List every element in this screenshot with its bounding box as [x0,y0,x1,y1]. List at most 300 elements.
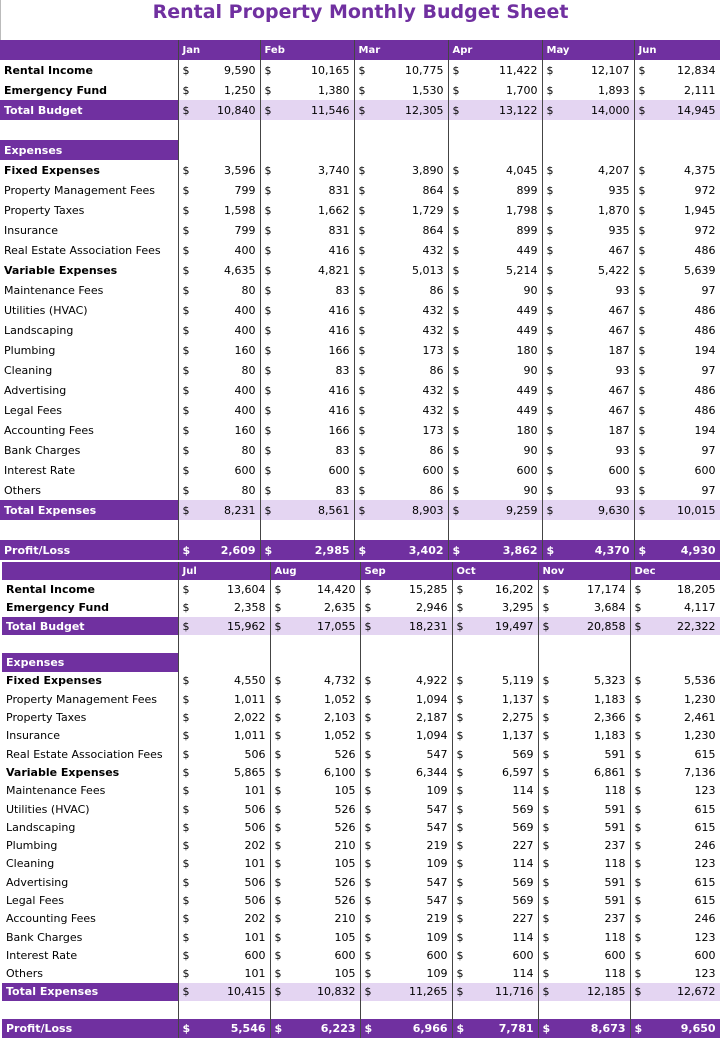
currency-symbol: $ [634,300,658,320]
amount-cell: 1,094 [416,729,448,743]
amount-cell: 600 [328,463,350,477]
amount-cell: 5,865 [234,765,266,779]
amount-cell: 14,945 [658,100,720,120]
currency-symbol: $ [542,480,566,500]
currency-symbol: $ [538,818,562,836]
row-label: Property Management Fees [4,183,155,197]
amount-cell: 4,930 [658,540,720,560]
amount-cell: 4,922 [416,674,448,688]
amount-cell: 799 [234,223,256,237]
currency-symbol: $ [630,672,654,690]
table-row [2,763,720,781]
amount-cell: 2,946 [416,601,448,615]
currency-symbol: $ [452,818,476,836]
table-row [2,782,720,800]
amount-cell: 123 [654,782,720,800]
month-header-sep: Sep [360,562,452,580]
table-row [0,440,720,460]
month-header-row [0,40,720,60]
currency-symbol: $ [270,836,294,854]
amount-cell: 416 [328,243,350,257]
currency-symbol: $ [178,380,202,400]
currency-symbol: $ [178,763,202,781]
table-row [2,745,720,763]
currency-symbol: $ [270,818,294,836]
currency-symbol: $ [538,965,562,983]
currency-symbol: $ [448,400,472,420]
row-label: Maintenance Fees [4,283,104,297]
amount-cell [202,635,270,653]
currency-symbol: $ [448,420,472,440]
amount-cell: 486 [658,240,720,260]
amount-cell: 486 [658,300,720,320]
table-row [0,260,720,280]
currency-symbol: $ [630,910,654,928]
currency-symbol [452,635,476,653]
currency-symbol: $ [538,782,562,800]
amount-cell: 600 [426,948,448,962]
row-label: Advertising [4,383,67,397]
amount-cell: 3,684 [594,601,626,615]
amount-cell [384,635,452,653]
amount-cell: 615 [654,891,720,909]
table-row [0,280,720,300]
currency-symbol: $ [178,580,202,598]
amount-cell: 105 [334,784,356,798]
currency-symbol: $ [452,745,476,763]
amount-cell: 547 [426,875,448,889]
currency-symbol: $ [452,1019,476,1037]
amount-cell: 416 [328,323,350,337]
amount-cell: 400 [234,243,256,257]
amount-cell [658,120,720,140]
currency-symbol: $ [452,782,476,800]
amount-cell: 899 [516,223,538,237]
currency-symbol [542,140,566,160]
table-row [2,965,720,983]
amount-cell: 547 [426,747,448,761]
amount-cell: 1,052 [324,692,356,706]
amount-cell: 3,740 [318,163,350,177]
currency-symbol: $ [178,100,202,120]
amount-cell: 526 [334,747,356,761]
amount-cell [654,653,720,671]
currency-symbol: $ [260,260,284,280]
amount-cell: 4,370 [566,540,634,560]
amount-cell: 123 [654,928,720,946]
currency-symbol [178,520,202,540]
currency-symbol: $ [448,240,472,260]
amount-cell: 486 [658,320,720,340]
currency-symbol: $ [452,928,476,946]
amount-cell [294,1001,360,1019]
amount-cell: 101 [244,857,266,871]
currency-symbol [270,653,294,671]
amount-cell: 591 [604,747,626,761]
currency-symbol [630,1001,654,1019]
amount-cell: 16,202 [495,582,534,596]
currency-symbol: $ [630,800,654,818]
amount-cell: 5,546 [202,1019,270,1037]
table-row [2,653,720,671]
amount-cell: 467 [608,403,630,417]
amount-cell: 11,546 [284,100,354,120]
currency-symbol: $ [538,891,562,909]
currency-symbol: $ [448,500,472,520]
amount-cell: 180 [516,343,538,357]
currency-symbol [630,635,654,653]
amount-cell: 3,402 [378,540,448,560]
currency-symbol: $ [630,928,654,946]
amount-cell: 526 [334,820,356,834]
currency-symbol: $ [452,727,476,745]
amount-cell [654,635,720,653]
amount-cell: 4,732 [324,674,356,688]
amount-cell [658,140,720,160]
row-label: Profit/Loss [0,540,178,560]
currency-symbol: $ [178,617,202,635]
amount-cell: 600 [244,948,266,962]
amount-cell [378,520,448,540]
amount-cell: 109 [426,967,448,981]
currency-symbol: $ [538,617,562,635]
amount-cell: 187 [608,423,630,437]
amount-cell: 80 [241,443,256,457]
table-row [0,340,720,360]
currency-symbol [178,635,202,653]
currency-symbol [270,635,294,653]
amount-cell: 97 [658,480,720,500]
row-label: Maintenance Fees [6,784,106,798]
currency-symbol: $ [178,340,202,360]
amount-cell: 526 [334,802,356,816]
currency-symbol: $ [634,400,658,420]
amount-cell: 526 [334,875,356,889]
currency-symbol: $ [178,460,202,480]
amount-cell: 547 [426,893,448,907]
currency-symbol: $ [634,540,658,560]
amount-cell [658,520,720,540]
amount-cell: 600 [422,463,444,477]
row-label: Emergency Fund [4,83,108,97]
currency-symbol: $ [452,855,476,873]
row-label: Fixed Expenses [4,163,100,177]
month-header-jan: Jan [178,40,260,60]
currency-symbol: $ [448,360,472,380]
currency-symbol [354,120,378,140]
currency-symbol: $ [260,500,284,520]
amount-cell: 10,165 [311,63,350,77]
amount-cell: 6,966 [384,1019,452,1037]
currency-symbol: $ [360,745,384,763]
currency-symbol: $ [354,380,378,400]
currency-symbol: $ [448,220,472,240]
currency-symbol: $ [634,500,658,520]
amount-cell: 13,122 [472,100,542,120]
currency-symbol: $ [542,280,566,300]
currency-symbol: $ [360,580,384,598]
currency-symbol: $ [634,340,658,360]
amount-cell: 2,187 [416,711,448,725]
amount-cell: 97 [658,440,720,460]
currency-symbol: $ [354,180,378,200]
row-label: Expenses [2,653,178,671]
amount-cell: 13,604 [227,582,266,596]
amount-cell: 19,497 [476,617,538,635]
amount-cell: 5,119 [502,674,534,688]
currency-symbol: $ [270,800,294,818]
amount-cell: 114 [512,930,534,944]
amount-cell: 7,781 [476,1019,538,1037]
currency-symbol: $ [542,220,566,240]
month-header-jul: Jul [178,562,270,580]
amount-cell: 18,231 [384,617,452,635]
currency-symbol: $ [354,300,378,320]
currency-symbol: $ [452,599,476,617]
amount-cell: 1,729 [412,203,444,217]
header-label-cell [2,562,178,580]
currency-symbol: $ [634,60,658,80]
row-label: Rental Income [6,582,95,596]
row-label: Utilities (HVAC) [4,303,88,317]
currency-symbol: $ [354,60,378,80]
amount-cell: 2,609 [202,540,260,560]
amount-cell: 569 [512,802,534,816]
currency-symbol: $ [270,708,294,726]
row-label: Others [6,967,43,981]
currency-symbol: $ [630,983,654,1001]
currency-symbol: $ [178,782,202,800]
amount-cell: 11,265 [384,983,452,1001]
amount-cell: 400 [234,403,256,417]
currency-symbol: $ [260,280,284,300]
currency-symbol: $ [178,240,202,260]
table-row [0,100,720,120]
spacer-row [0,520,720,540]
currency-symbol [448,140,472,160]
table-row [2,708,720,726]
amount-cell: 86 [429,283,444,297]
amount-cell: 935 [608,183,630,197]
amount-cell [202,653,270,671]
amount-cell: 105 [334,967,356,981]
currency-symbol: $ [178,983,202,1001]
amount-cell: 80 [241,283,256,297]
currency-symbol: $ [452,836,476,854]
amount-cell: 416 [328,383,350,397]
amount-cell: 831 [328,183,350,197]
currency-symbol: $ [354,320,378,340]
currency-symbol: $ [354,240,378,260]
currency-symbol: $ [634,180,658,200]
amount-cell [472,140,542,160]
amount-cell [284,120,354,140]
currency-symbol: $ [630,946,654,964]
amount-cell: 8,673 [562,1019,630,1037]
row-label [0,520,178,540]
row-label: Utilities (HVAC) [6,802,90,816]
row-label: Cleaning [4,363,53,377]
currency-symbol: $ [452,708,476,726]
amount-cell: 547 [426,802,448,816]
currency-symbol: $ [634,160,658,180]
amount-cell: 80 [241,483,256,497]
amount-cell: 1,011 [234,729,266,743]
currency-symbol: $ [178,80,202,100]
amount-cell: 18,205 [654,580,720,598]
amount-cell: 14,420 [317,582,356,596]
currency-symbol: $ [260,480,284,500]
amount-cell: 114 [512,784,534,798]
table-row [0,200,720,220]
amount-cell: 5,536 [654,672,720,690]
currency-symbol: $ [634,480,658,500]
amount-cell: 93 [615,363,630,377]
amount-cell: 93 [615,283,630,297]
currency-symbol: $ [260,340,284,360]
row-label: Variable Expenses [4,263,118,277]
row-label: Interest Rate [4,463,76,477]
currency-symbol: $ [360,836,384,854]
amount-cell: 400 [234,383,256,397]
amount-cell: 12,672 [654,983,720,1001]
currency-symbol: $ [270,891,294,909]
currency-symbol [178,140,202,160]
currency-symbol: $ [178,540,202,560]
amount-cell: 114 [512,967,534,981]
table-row [0,380,720,400]
currency-symbol: $ [634,440,658,460]
amount-cell: 600 [658,460,720,480]
table-row [2,672,720,690]
amount-cell: 4,045 [506,163,538,177]
row-label: Cleaning [6,857,55,871]
header-label-cell [0,40,178,60]
amount-cell: 3,295 [502,601,534,615]
currency-symbol: $ [260,240,284,260]
table-row [0,500,720,520]
amount-cell: 90 [523,283,538,297]
table-row [2,836,720,854]
amount-cell: 101 [244,930,266,944]
amount-cell [476,635,538,653]
amount-cell: 194 [658,340,720,360]
currency-symbol: $ [270,910,294,928]
currency-symbol: $ [538,599,562,617]
amount-cell: 449 [516,323,538,337]
row-label: Property Taxes [4,203,85,217]
amount-cell: 1,230 [654,690,720,708]
currency-symbol: $ [260,200,284,220]
amount-cell: 101 [244,967,266,981]
amount-cell: 1,893 [598,83,630,97]
amount-cell: 5,013 [412,263,444,277]
amount-cell: 10,015 [658,500,720,520]
currency-symbol [178,1001,202,1019]
amount-cell: 2,111 [658,80,720,100]
amount-cell: 5,639 [658,260,720,280]
amount-cell: 194 [658,420,720,440]
currency-symbol: $ [270,727,294,745]
amount-cell: 1,137 [502,729,534,743]
table-row [2,1019,720,1037]
amount-cell: 109 [426,784,448,798]
currency-symbol: $ [630,836,654,854]
amount-cell: 118 [604,857,626,871]
currency-symbol: $ [354,500,378,520]
currency-symbol: $ [448,80,472,100]
amount-cell: 4,375 [658,160,720,180]
amount-cell: 90 [523,483,538,497]
table-row [2,946,720,964]
amount-cell: 506 [244,747,266,761]
amount-cell: 600 [604,948,626,962]
amount-cell [476,1001,538,1019]
amount-cell: 400 [234,303,256,317]
currency-symbol [538,1001,562,1019]
amount-cell [384,1001,452,1019]
row-label: Total Expenses [2,983,178,1001]
currency-symbol: $ [538,873,562,891]
currency-symbol [538,635,562,653]
amount-cell: 4,550 [234,674,266,688]
row-label: Others [4,483,41,497]
currency-symbol [360,653,384,671]
currency-symbol: $ [178,965,202,983]
currency-symbol [542,120,566,140]
currency-symbol: $ [354,460,378,480]
currency-symbol: $ [360,672,384,690]
table-row [0,360,720,380]
currency-symbol [538,653,562,671]
table-row [0,160,720,180]
amount-cell: 160 [234,343,256,357]
amount-cell: 12,834 [658,60,720,80]
amount-cell: 486 [658,380,720,400]
currency-symbol: $ [178,300,202,320]
amount-cell: 2,366 [594,711,626,725]
amount-cell: 1,250 [224,83,256,97]
amount-cell: 246 [654,836,720,854]
currency-symbol: $ [360,599,384,617]
amount-cell: 8,231 [202,500,260,520]
table-row [0,480,720,500]
currency-symbol: $ [630,965,654,983]
row-label: Real Estate Association Fees [4,243,161,257]
month-header-row [2,562,720,580]
amount-cell: 467 [608,323,630,337]
currency-symbol [542,520,566,540]
currency-symbol: $ [270,672,294,690]
currency-symbol: $ [360,928,384,946]
amount-cell: 123 [654,855,720,873]
amount-cell: 160 [234,423,256,437]
currency-symbol: $ [542,100,566,120]
amount-cell: 173 [422,423,444,437]
row-label: Property Taxes [6,711,87,725]
amount-cell: 227 [512,912,534,926]
currency-symbol: $ [630,1019,654,1037]
amount-cell: 972 [658,180,720,200]
amount-cell: 600 [334,948,356,962]
row-label: Variable Expenses [6,765,120,779]
amount-cell [566,140,634,160]
amount-cell: 1,094 [416,692,448,706]
amount-cell [378,120,448,140]
currency-symbol: $ [354,340,378,360]
currency-symbol: $ [630,763,654,781]
amount-cell [566,520,634,540]
